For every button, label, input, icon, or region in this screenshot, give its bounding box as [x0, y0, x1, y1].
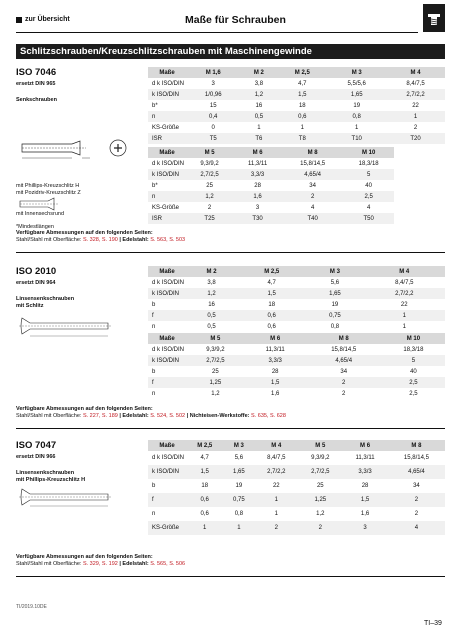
- table-cell: 8,4/7,5: [386, 78, 445, 89]
- table-row: [148, 377, 445, 388]
- row-label: b*: [148, 100, 186, 111]
- pozidriv-note: mit Pozidriv-Kreuzschlitz Z: [16, 190, 81, 196]
- table-cell: T50: [343, 213, 394, 224]
- table-header: M 2,5: [277, 67, 327, 78]
- table-cell: 15: [186, 100, 240, 111]
- iso-7047-table: [148, 440, 445, 535]
- table-cell: 28: [342, 479, 388, 493]
- table-cell: 9,3/9,2: [298, 451, 342, 465]
- row-label: f: [148, 310, 186, 321]
- table-cell: 2,5: [343, 191, 394, 202]
- table-cell: 0,5: [186, 321, 237, 332]
- table-cell: 1,2: [186, 191, 233, 202]
- table-cell: 11,3/11: [245, 344, 306, 355]
- table-cell: 2,5: [382, 377, 445, 388]
- table-row: [148, 521, 445, 535]
- table-header: Maße: [148, 333, 186, 344]
- row-label: d k ISO/DIN: [148, 451, 186, 465]
- table-cell: T10: [327, 133, 386, 144]
- table-cell: 1: [186, 521, 223, 535]
- iso-2010-table-large: [148, 333, 445, 399]
- table-cell: 8,4/7,5: [254, 451, 298, 465]
- row-label: b: [148, 479, 186, 493]
- table-cell: 16: [186, 299, 237, 310]
- table-cell: 2,7/2,5: [186, 169, 233, 180]
- table-cell: 0,6: [237, 321, 306, 332]
- min-length-footnote: *Mindestlängen: [16, 224, 54, 230]
- table-cell: 3: [342, 521, 388, 535]
- table-cell: 1,25: [186, 377, 245, 388]
- table-header: M 6: [233, 147, 282, 158]
- table-cell: 4,7: [277, 78, 327, 89]
- table-cell: 5,6: [306, 277, 363, 288]
- table-row: [148, 169, 394, 180]
- iso-2010-title: ISO 2010: [16, 266, 57, 277]
- table-cell: 1: [254, 507, 298, 521]
- table-cell: 4,65/4: [388, 465, 445, 479]
- row-label: KS-Größe: [148, 122, 186, 133]
- table-row: [148, 355, 445, 366]
- table-row: [148, 133, 445, 144]
- iso-7046-availability: [16, 230, 185, 244]
- table-cell: 1: [240, 122, 277, 133]
- table-cell: 4,65/4: [306, 355, 382, 366]
- table-cell: 0,6: [186, 493, 223, 507]
- iso-2010-type: Linsensenkschrauben: [16, 296, 75, 302]
- page-ref-link[interactable]: S. 563, S. 503: [150, 237, 186, 243]
- availability-title: Verfügbare Abmessungen auf den folgenden Seiten:: [16, 406, 153, 412]
- table-header: Maße: [148, 147, 186, 158]
- header-divider: [16, 32, 418, 33]
- table-row: [148, 366, 445, 377]
- table-row: [148, 479, 445, 493]
- iso-7047-title: ISO 7047: [16, 440, 57, 451]
- hexalobular-note: mit Innensechsrund: [16, 211, 64, 217]
- row-label: k ISO/DIN: [148, 288, 186, 299]
- table-cell: 1: [364, 321, 445, 332]
- table-cell: 3,3/3: [245, 355, 306, 366]
- table-cell: 0,8: [306, 321, 363, 332]
- table-header: M 10: [343, 147, 394, 158]
- table-cell: 18: [277, 100, 327, 111]
- table-cell: 2: [386, 122, 445, 133]
- table-cell: 2: [306, 377, 382, 388]
- section-banner: Schlitzschrauben/Kreuzschlitzschrauben mit Maschinengewinde: [16, 44, 445, 59]
- availability-nonferrous-label: | Nichteisen-Werkstoffe:: [185, 413, 252, 419]
- table-cell: 2: [388, 493, 445, 507]
- table-row: [148, 158, 394, 169]
- iso-7046-table-small: [148, 67, 445, 144]
- iso-2010-subtype: mit Schlitz: [16, 303, 44, 309]
- table-row: [148, 213, 394, 224]
- table-cell: T40: [282, 213, 343, 224]
- table-cell: 0,75: [306, 310, 363, 321]
- table-cell: 18: [186, 479, 223, 493]
- table-cell: 15,8/14,5: [388, 451, 445, 465]
- table-cell: 3,3/3: [233, 169, 282, 180]
- availability-steel-label: Stahl/Stahl mit Oberfläche:: [16, 413, 83, 419]
- table-header: M 8: [306, 333, 382, 344]
- page-ref-link[interactable]: S. 565, S. 506: [150, 561, 186, 567]
- table-row: [148, 111, 445, 122]
- table-cell: 34: [388, 479, 445, 493]
- table-cell: 2,7/2,5: [186, 355, 245, 366]
- table-cell: 1,6: [245, 388, 306, 399]
- row-label: n: [148, 111, 186, 122]
- iso-2010-table-small: [148, 266, 445, 332]
- table-cell: 1: [386, 111, 445, 122]
- screw-logo-icon: [423, 4, 445, 32]
- table-cell: 2,7/2,2: [364, 288, 445, 299]
- page-ref-link[interactable]: S. 328, S. 190: [82, 237, 118, 243]
- table-row: [148, 465, 445, 479]
- table-row: [148, 507, 445, 521]
- table-header: M 4: [386, 67, 445, 78]
- iso-7047-replaces: ersetzt DIN 966: [16, 454, 56, 460]
- table-cell: 2: [306, 388, 382, 399]
- table-cell: 5: [382, 355, 445, 366]
- page-ref-link[interactable]: S. 227, S. 189: [82, 413, 118, 419]
- row-label: KS-Größe: [148, 202, 186, 213]
- table-cell: 5,6: [223, 451, 254, 465]
- table-cell: 1,2: [298, 507, 342, 521]
- table-cell: 19: [223, 479, 254, 493]
- raised-countersunk-slotted-drawing: [16, 314, 116, 338]
- row-label: n: [148, 507, 186, 521]
- table-cell: 1,5: [237, 288, 306, 299]
- table-row: [148, 388, 445, 399]
- availability-title: Verfügbare Abmessungen auf den folgenden Seiten:: [16, 230, 153, 236]
- page-number: TI–39: [424, 620, 442, 627]
- table-cell: 0,6: [277, 111, 327, 122]
- availability-steel-label: Stahl/Stahl mit Oberfläche:: [16, 237, 83, 243]
- phillips-note: mit Phillips-Kreuzschlitz H: [16, 183, 80, 189]
- back-to-overview-link[interactable]: [16, 16, 70, 23]
- table-cell: 4,7: [186, 451, 223, 465]
- page-title: Maße für Schrauben: [185, 14, 286, 26]
- iso-7047-availability: [16, 554, 185, 568]
- table-header: M 8: [388, 440, 445, 451]
- table-cell: 1,2: [240, 89, 277, 100]
- table-row: [148, 451, 445, 465]
- table-cell: 2: [282, 191, 343, 202]
- table-cell: 1: [223, 521, 254, 535]
- table-cell: 4,65/4: [282, 169, 343, 180]
- table-cell: 1,65: [223, 465, 254, 479]
- table-cell: 28: [245, 366, 306, 377]
- table-cell: 11,3/11: [342, 451, 388, 465]
- table-header: M 5: [186, 147, 233, 158]
- table-cell: T30: [233, 213, 282, 224]
- table-cell: 2,7/2,2: [386, 89, 445, 100]
- table-header: M 8: [282, 147, 343, 158]
- table-cell: 4: [388, 521, 445, 535]
- table-cell: 4,7: [237, 277, 306, 288]
- table-header: Maße: [148, 67, 186, 78]
- table-cell: 1,2: [186, 288, 237, 299]
- table-row: [148, 493, 445, 507]
- table-row: [148, 277, 445, 288]
- row-label: k ISO/DIN: [148, 355, 186, 366]
- iso-2010-replaces: ersetzt DIN 964: [16, 280, 56, 286]
- page-ref-link[interactable]: S. 635, S. 628: [251, 413, 286, 419]
- table-cell: 1,5: [277, 89, 327, 100]
- table-cell: 3: [233, 202, 282, 213]
- table-header: Maße: [148, 440, 186, 451]
- table-cell: 2: [298, 521, 342, 535]
- table-cell: 19: [327, 100, 386, 111]
- iso-7046-table-large: [148, 147, 394, 224]
- document-code: TI/2019.10DE: [16, 604, 47, 610]
- table-header: M 3: [306, 266, 363, 277]
- iso-7046-type: Senkschrauben: [16, 97, 57, 103]
- table-cell: 2: [186, 202, 233, 213]
- table-cell: 1,6: [233, 191, 282, 202]
- table-cell: 1,2: [186, 388, 245, 399]
- table-cell: 0,5: [240, 111, 277, 122]
- table-cell: 3: [186, 78, 240, 89]
- table-cell: 4: [343, 202, 394, 213]
- table-row: [148, 202, 394, 213]
- table-row: [148, 321, 445, 332]
- table-row: [148, 180, 394, 191]
- back-link-label: zur Übersicht: [25, 16, 70, 23]
- table-cell: 28: [233, 180, 282, 191]
- row-label: ISR: [148, 213, 186, 224]
- table-cell: 2,7/2,2: [254, 465, 298, 479]
- table-cell: T20: [386, 133, 445, 144]
- table-cell: 2: [254, 521, 298, 535]
- row-label: n: [148, 321, 186, 332]
- row-label: k ISO/DIN: [148, 465, 186, 479]
- table-cell: 1,5: [186, 465, 223, 479]
- table-cell: 16: [240, 100, 277, 111]
- table-row: [148, 310, 445, 321]
- table-cell: 25: [298, 479, 342, 493]
- table-header: M 2,5: [237, 266, 306, 277]
- table-cell: 2,5: [382, 388, 445, 399]
- table-cell: 40: [343, 180, 394, 191]
- table-cell: 0,4: [186, 111, 240, 122]
- row-label: k ISO/DIN: [148, 169, 186, 180]
- availability-stainless-label: | Edelstahl:: [117, 561, 151, 567]
- table-cell: 1,65: [327, 89, 386, 100]
- table-cell: 0,6: [237, 310, 306, 321]
- table-cell: 1,5: [342, 493, 388, 507]
- table-cell: 18,3/18: [343, 158, 394, 169]
- table-row: [148, 122, 445, 133]
- table-header: M 2: [186, 266, 237, 277]
- table-header: M 4: [364, 266, 445, 277]
- table-cell: 1,65: [306, 288, 363, 299]
- table-row: [148, 191, 394, 202]
- availability-stainless-label: | Edelstahl:: [117, 237, 151, 243]
- table-cell: T8: [277, 133, 327, 144]
- table-cell: 0,6: [186, 507, 223, 521]
- page-ref-link[interactable]: S. 329, S. 192: [82, 561, 118, 567]
- hexalobular-screw-drawing: [16, 196, 66, 212]
- table-cell: T5: [186, 133, 240, 144]
- table-cell: 11,3/11: [233, 158, 282, 169]
- row-label: k ISO/DIN: [148, 89, 186, 100]
- table-cell: 2: [388, 507, 445, 521]
- table-cell: 0: [186, 122, 240, 133]
- iso-7047-subtype: mit Phillips-Kreuzschlitz H: [16, 477, 86, 483]
- raised-countersunk-phillips-drawing: [16, 486, 116, 508]
- row-label: f: [148, 377, 186, 388]
- iso-7046-replaces: ersetzt DIN 965: [16, 81, 56, 87]
- table-header: M 2,5: [186, 440, 223, 451]
- table-header: M 5: [298, 440, 342, 451]
- table-cell: 5,5/5,6: [327, 78, 386, 89]
- table-header: M 6: [245, 333, 306, 344]
- square-bullet-icon: [16, 17, 22, 23]
- iso-7046-title: ISO 7046: [16, 67, 57, 78]
- table-header: M 5: [186, 333, 245, 344]
- table-row: [148, 89, 445, 100]
- table-row: [148, 100, 445, 111]
- row-label: d k ISO/DIN: [148, 277, 186, 288]
- table-cell: 3,8: [186, 277, 237, 288]
- table-cell: 0,5: [186, 310, 237, 321]
- availability-steel-label: Stahl/Stahl mit Oberfläche:: [16, 561, 83, 567]
- table-cell: 34: [306, 366, 382, 377]
- row-label: d k ISO/DIN: [148, 344, 186, 355]
- row-label: n: [148, 191, 186, 202]
- iso-2010-availability: [16, 406, 286, 420]
- table-cell: 9,3/9,2: [186, 344, 245, 355]
- row-label: KS-Größe: [148, 521, 186, 535]
- row-label: b: [148, 299, 186, 310]
- table-cell: 1,6: [342, 507, 388, 521]
- table-cell: 1: [254, 493, 298, 507]
- table-cell: 15,8/14,5: [306, 344, 382, 355]
- countersunk-screw-drawing: [16, 138, 136, 160]
- table-cell: T25: [186, 213, 233, 224]
- table-header: M 6: [342, 440, 388, 451]
- availability-stainless-label: | Edelstahl:: [117, 413, 151, 419]
- row-label: b: [148, 366, 186, 377]
- page-ref-link[interactable]: S. 524, S. 502: [150, 413, 186, 419]
- table-cell: 9,3/9,2: [186, 158, 233, 169]
- table-cell: 22: [386, 100, 445, 111]
- table-cell: 8,4/7,5: [364, 277, 445, 288]
- table-header: Maße: [148, 266, 186, 277]
- table-header: M 3: [223, 440, 254, 451]
- row-label: ISR: [148, 133, 186, 144]
- table-cell: 25: [186, 180, 233, 191]
- table-row: [148, 299, 445, 310]
- table-cell: 1: [277, 122, 327, 133]
- table-cell: 3,3/3: [342, 465, 388, 479]
- table-cell: 22: [364, 299, 445, 310]
- table-header: M 2: [240, 67, 277, 78]
- table-cell: 0,75: [223, 493, 254, 507]
- section-divider: [16, 252, 445, 253]
- table-cell: 18,3/18: [382, 344, 445, 355]
- table-cell: 3,8: [240, 78, 277, 89]
- table-cell: 22: [254, 479, 298, 493]
- table-cell: 1/0,96: [186, 89, 240, 100]
- row-label: f: [148, 493, 186, 507]
- table-cell: 40: [382, 366, 445, 377]
- table-cell: 18: [237, 299, 306, 310]
- row-label: b*: [148, 180, 186, 191]
- table-cell: 5: [343, 169, 394, 180]
- row-label: d k ISO/DIN: [148, 158, 186, 169]
- table-cell: 2,7/2,5: [298, 465, 342, 479]
- table-cell: 1,5: [245, 377, 306, 388]
- table-cell: 1: [364, 310, 445, 321]
- row-label: d k ISO/DIN: [148, 78, 186, 89]
- table-row: [148, 78, 445, 89]
- table-cell: T6: [240, 133, 277, 144]
- table-cell: 4: [282, 202, 343, 213]
- table-cell: 15,8/14,5: [282, 158, 343, 169]
- table-cell: 1,25: [298, 493, 342, 507]
- table-cell: 0,8: [327, 111, 386, 122]
- section-divider: [16, 576, 445, 577]
- table-header: M 1,6: [186, 67, 240, 78]
- section-divider: [16, 428, 445, 429]
- table-row: [148, 344, 445, 355]
- table-cell: 1: [327, 122, 386, 133]
- table-cell: 0,8: [223, 507, 254, 521]
- table-header: M 4: [254, 440, 298, 451]
- table-cell: 19: [306, 299, 363, 310]
- iso-7047-type: Linsensenkschrauben: [16, 470, 75, 476]
- table-cell: 25: [186, 366, 245, 377]
- table-cell: 34: [282, 180, 343, 191]
- row-label: n: [148, 388, 186, 399]
- table-header: M 10: [382, 333, 445, 344]
- availability-title: Verfügbare Abmessungen auf den folgenden Seiten:: [16, 554, 153, 560]
- table-header: M 3: [327, 67, 386, 78]
- table-row: [148, 288, 445, 299]
